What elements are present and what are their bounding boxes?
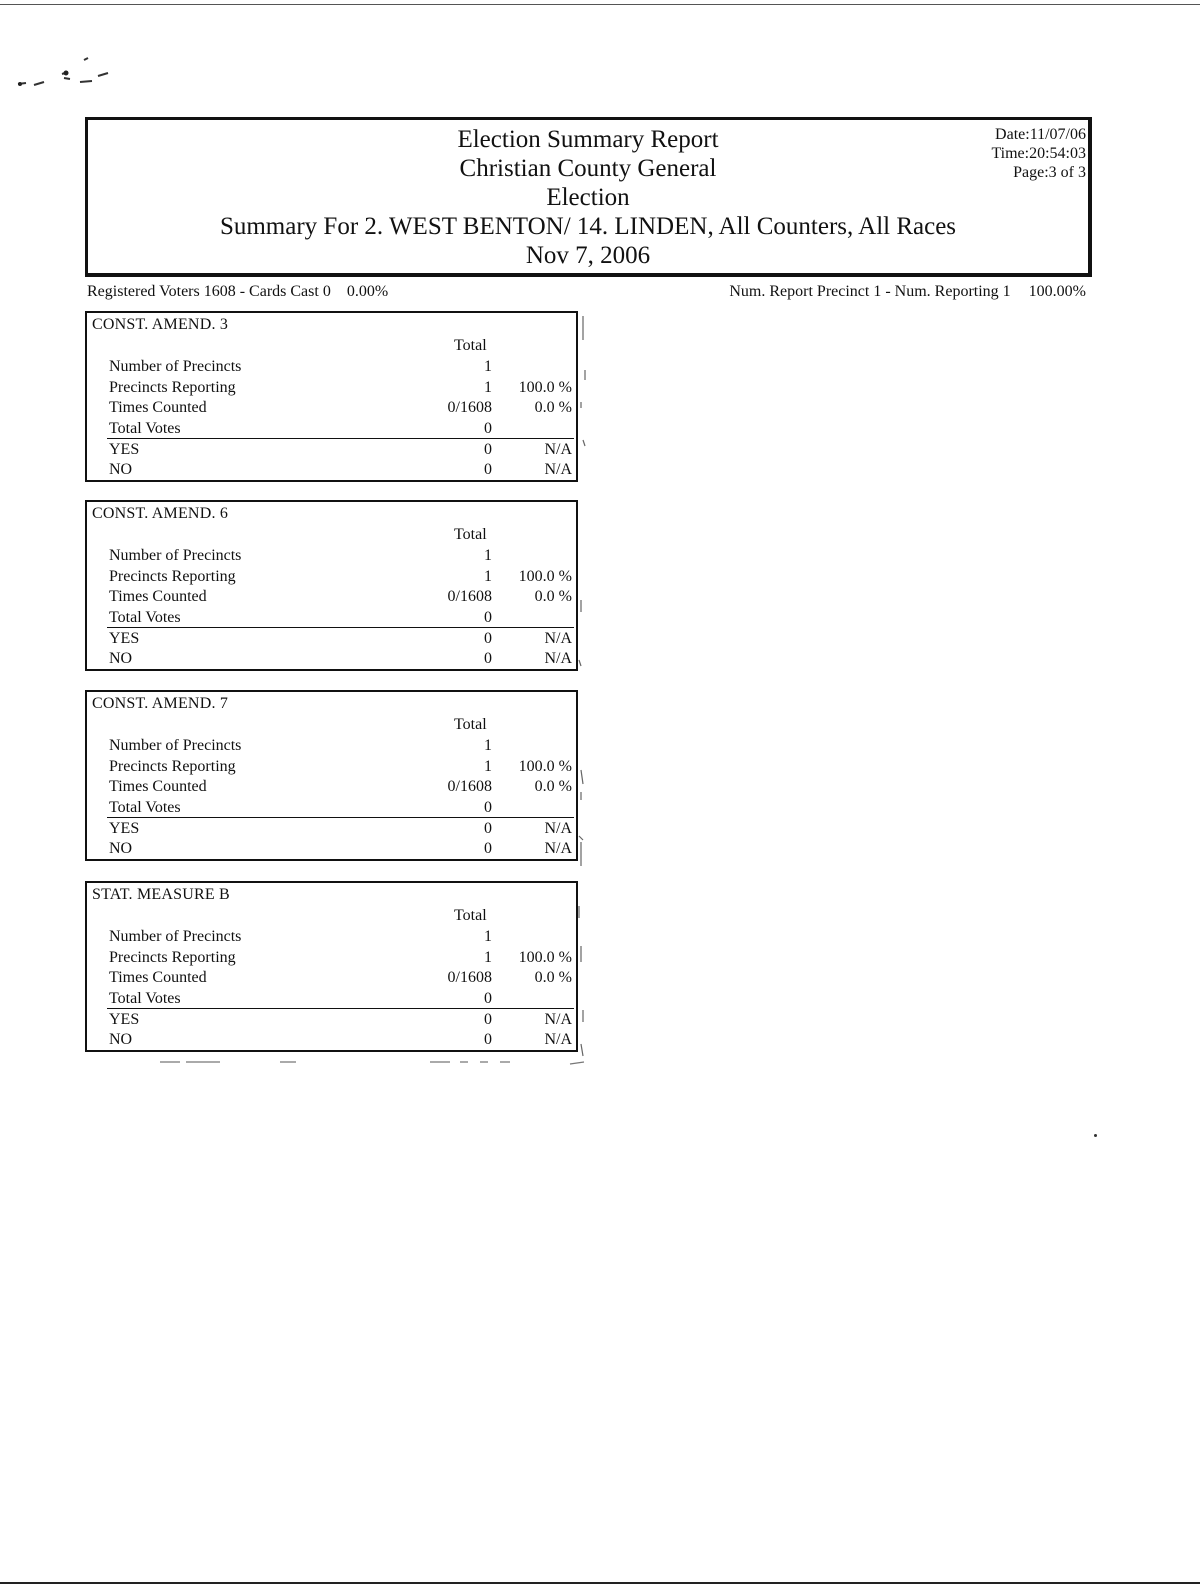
row-value: 0 [484,461,492,478]
report-date: Nov 7, 2006 [525,242,651,269]
row-value: 0/1608 [447,969,492,986]
row-label: Number of Precincts [109,547,242,564]
row-precincts-reporting [109,757,572,777]
report-title: Election Summary Report [457,126,719,153]
row-percent: N/A [544,840,572,857]
report-header [85,117,1092,277]
row-percent: 100.0 % [518,379,572,396]
row-divider [107,817,574,818]
scan-edge-artifacts [575,310,595,1070]
row-label: YES [109,820,140,837]
row-label: Times Counted [109,399,207,416]
row-label: YES [109,1011,140,1028]
row-value: 0 [484,990,492,1007]
row-value: 0 [484,820,492,837]
row-times-counted [109,587,572,607]
registered-voters-summary [87,283,388,301]
row-percent: 100.0 % [518,758,572,775]
row-total-votes [109,419,572,439]
row-label: YES [109,630,140,647]
row-value: 1 [484,949,492,966]
row-value: 1 [484,358,492,375]
row-percent: 100.0 % [518,568,572,585]
row-value: 0 [484,1011,492,1028]
row-value: 1 [484,928,492,945]
row-times-counted [109,777,572,797]
row-value: 0 [484,609,492,626]
row-no [109,839,572,859]
row-label: Number of Precincts [109,928,242,945]
row-label: NO [109,840,133,857]
row-percent: N/A [544,630,572,647]
row-number-of-precincts [109,546,572,566]
row-value: 0/1608 [447,399,492,416]
row-percent: N/A [544,1031,572,1048]
row-yes [109,1010,572,1030]
race-title: CONST. AMEND. 7 [92,695,229,712]
row-label: Times Counted [109,778,207,795]
row-no [109,460,572,480]
row-value: 0 [484,420,492,437]
row-value: 1 [484,737,492,754]
row-label: YES [109,441,140,458]
row-no [109,1030,572,1050]
row-label: NO [109,461,133,478]
report-summary-for: Summary For 2. WEST BENTON/ 14. LINDEN, All Counters, All Races [219,213,957,240]
registered-voters-text: Registered Voters 1608 - Cards Cast 0 [87,283,331,300]
race-title: CONST. AMEND. 3 [92,316,229,333]
scan-bottom-edge [0,1582,1200,1584]
row-label: Precincts Reporting [109,568,236,585]
row-percent: N/A [544,650,572,667]
row-times-counted [109,968,572,988]
row-number-of-precincts [109,927,572,947]
row-value: 0 [484,630,492,647]
row-label: Total Votes [109,799,181,816]
row-label: Number of Precincts [109,358,242,375]
row-label: Precincts Reporting [109,949,236,966]
row-percent: N/A [544,820,572,837]
row-value: 1 [484,568,492,585]
row-percent: 0.0 % [534,399,572,416]
row-number-of-precincts [109,357,572,377]
row-percent: 0.0 % [534,588,572,605]
scan-bottom-dashes [150,1056,590,1068]
race-title: STAT. MEASURE B [92,886,230,903]
race-box-stat-measure-b [85,881,578,1052]
row-value: 0 [484,799,492,816]
race-box-const-amend-6 [85,500,578,671]
scan-speck-marks [14,54,114,94]
row-no [109,649,572,669]
report-title-block [88,125,1088,270]
row-divider [107,627,574,628]
precinct-reporting-summary [729,283,1086,301]
total-column-header: Total [454,337,487,354]
row-precincts-reporting [109,378,572,398]
row-number-of-precincts [109,736,572,756]
scan-top-edge [0,4,1200,5]
row-value: 0/1608 [447,778,492,795]
total-column-header: Total [454,907,487,924]
row-divider [107,438,574,439]
row-value: 0 [484,650,492,667]
registered-voters-pct: 0.00% [346,283,389,300]
report-subtitle-county: Christian County General [459,155,717,182]
row-label: Total Votes [109,609,181,626]
row-label: NO [109,1031,133,1048]
row-total-votes [109,798,572,818]
precinct-reporting-pct: 100.00% [1028,283,1086,300]
total-column-header: Total [454,526,487,543]
race-box-const-amend-7 [85,690,578,861]
row-value: 0 [484,441,492,458]
scan-dot [1094,1134,1097,1137]
row-percent: N/A [544,1011,572,1028]
row-total-votes [109,608,572,628]
race-title: CONST. AMEND. 6 [92,505,229,522]
row-percent: 0.0 % [534,969,572,986]
row-times-counted [109,398,572,418]
row-label: NO [109,650,133,667]
row-yes [109,629,572,649]
row-label: Total Votes [109,420,181,437]
row-label: Times Counted [109,969,207,986]
race-box-const-amend-3 [85,311,578,482]
row-label: Times Counted [109,588,207,605]
row-divider [107,1008,574,1009]
meta-time: Time:20:54:03 [991,145,1086,162]
row-label: Precincts Reporting [109,379,236,396]
row-value: 0 [484,1031,492,1048]
row-value: 0/1608 [447,588,492,605]
row-yes [109,819,572,839]
total-column-header: Total [454,716,487,733]
row-yes [109,440,572,460]
report-meta [991,125,1086,182]
row-value: 1 [484,379,492,396]
precinct-reporting-text: Num. Report Precinct 1 - Num. Reporting 1 [729,283,1011,300]
row-percent: 0.0 % [534,778,572,795]
row-precincts-reporting [109,948,572,968]
row-percent: 100.0 % [518,949,572,966]
report-subtitle-election: Election [546,184,630,211]
row-precincts-reporting [109,567,572,587]
row-percent: N/A [544,461,572,478]
row-label: Number of Precincts [109,737,242,754]
row-total-votes [109,989,572,1009]
row-value: 1 [484,547,492,564]
row-value: 1 [484,758,492,775]
meta-page: Page:3 of 3 [1013,164,1086,181]
row-label: Precincts Reporting [109,758,236,775]
meta-date: Date:11/07/06 [995,126,1086,143]
row-value: 0 [484,840,492,857]
row-percent: N/A [544,441,572,458]
row-label: Total Votes [109,990,181,1007]
